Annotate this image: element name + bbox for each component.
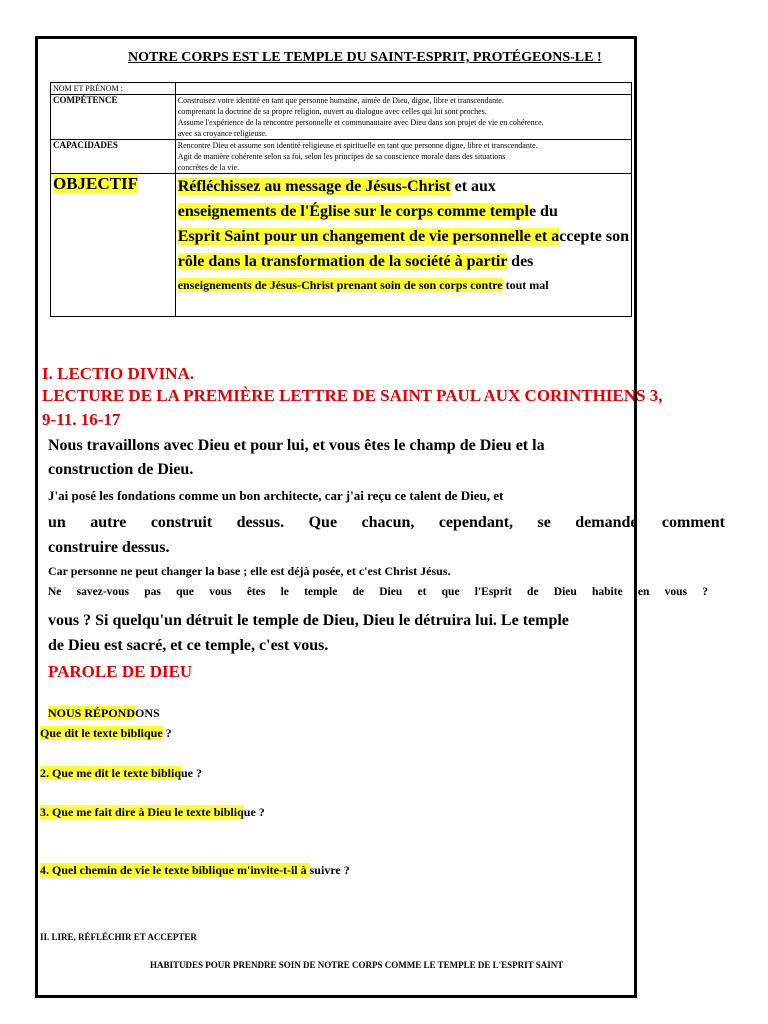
capacites-text: Rencontre Dieu et assume son identité religieuse et spirituelle en tant que personne digne, libre et transcendante. Agit de manière cohérente selon sa foi, selon les principes de sa conscience morale dans des situations concrètes de la vie. bbox=[175, 140, 631, 174]
reading-reference-line1: LECTURE DE LA PREMIÈRE LETTRE DE SAINT PAUL AUX CORINTHIENS 3, bbox=[42, 386, 663, 405]
objectif-text: Réfléchissez au message de Jésus-Christ et aux enseignements de l'Église sur le corps comme temple du Esprit Saint pour un changement de vie personnelle et accepte son rôle dans la transformation de la société à partir des enseignements de Jésus-Christ prenant soin de son corps contre tout mal bbox=[175, 174, 631, 317]
section1-heading: I. LECTIO DIVINA. bbox=[42, 364, 195, 383]
nom-field[interactable] bbox=[175, 83, 631, 95]
reading-text: Ne savez-vous pas que vous êtes le temple de Dieu et que l'Esprit de Dieu habite en vous ? bbox=[48, 586, 708, 598]
competence-label: COMPÉTENCE bbox=[51, 95, 176, 140]
nom-label: NOM ET PRÉNOM : bbox=[51, 83, 176, 95]
reading-reference-line2: 9-11. 16-17 bbox=[42, 410, 121, 429]
capacites-label: CAPACIDADES bbox=[51, 140, 176, 174]
reading-text: un autre construit dessus. Que chacun, cependant, se demande comment bbox=[48, 514, 725, 531]
table-row bbox=[51, 140, 632, 174]
objectif-label: OBJECTIF bbox=[51, 174, 176, 317]
table-row bbox=[51, 174, 632, 317]
reading-text: vous ? Si quelqu'un détruit le temple de Dieu, Dieu le détruira lui. Le temple bbox=[48, 612, 569, 629]
parole-de-dieu: PAROLE DE DIEU bbox=[48, 662, 193, 681]
reading-text: J'ai posé les fondations comme un bon architecte, car j'ai reçu ce talent de Dieu, et bbox=[48, 488, 504, 503]
section2-subheading: HABITUDES POUR PRENDRE SOIN DE NOTRE CORPS COMME LE TEMPLE DE L'ESPRIT SAINT bbox=[150, 960, 564, 970]
info-table bbox=[50, 82, 632, 317]
question-item: 4. Quel chemin de vie le texte biblique m'invite-t-il à suivre ? bbox=[40, 863, 350, 877]
question-item: Que dit le texte biblique ? bbox=[40, 726, 172, 740]
reading-text: Car personne ne peut changer la base ; elle est déjà posée, et c'est Christ Jésus. bbox=[48, 564, 451, 578]
question-item: 2. Que me dit le texte biblique ? bbox=[40, 766, 202, 780]
table-row bbox=[51, 95, 632, 140]
table-row bbox=[51, 83, 632, 95]
section2-heading: II. LIRE, RÉFLÉCHIR ET ACCEPTER bbox=[40, 932, 197, 942]
nous-repondons-heading: NOUS RÉPONDONS bbox=[48, 706, 160, 720]
page-title: NOTRE CORPS EST LE TEMPLE DU SAINT-ESPRIT, PROTÉGEONS-LE ! bbox=[128, 50, 602, 65]
reading-text: de Dieu est sacré, et ce temple, c'est vous. bbox=[48, 637, 329, 654]
reading-text: construire dessus. bbox=[48, 539, 170, 556]
reading-text: construction de Dieu. bbox=[48, 461, 194, 478]
question-item: 3. Que me fait dire à Dieu le texte biblique ? bbox=[40, 805, 265, 819]
reading-text: Nous travaillons avec Dieu et pour lui, et vous êtes le champ de Dieu et la bbox=[48, 437, 545, 454]
competence-text: Construisez votre identité en tant que personne humaine, aimée de Dieu, digne, libre et transcendante. comprenant la doctrine de sa propre religion, ouvert au dialogue avec celles qui lui sont proches. Assume l'expérience de la rencontre personnelle et communautaire avec Dieu dans son projet de vie en cohérence. avec sa croyance religieuse. bbox=[175, 95, 631, 140]
